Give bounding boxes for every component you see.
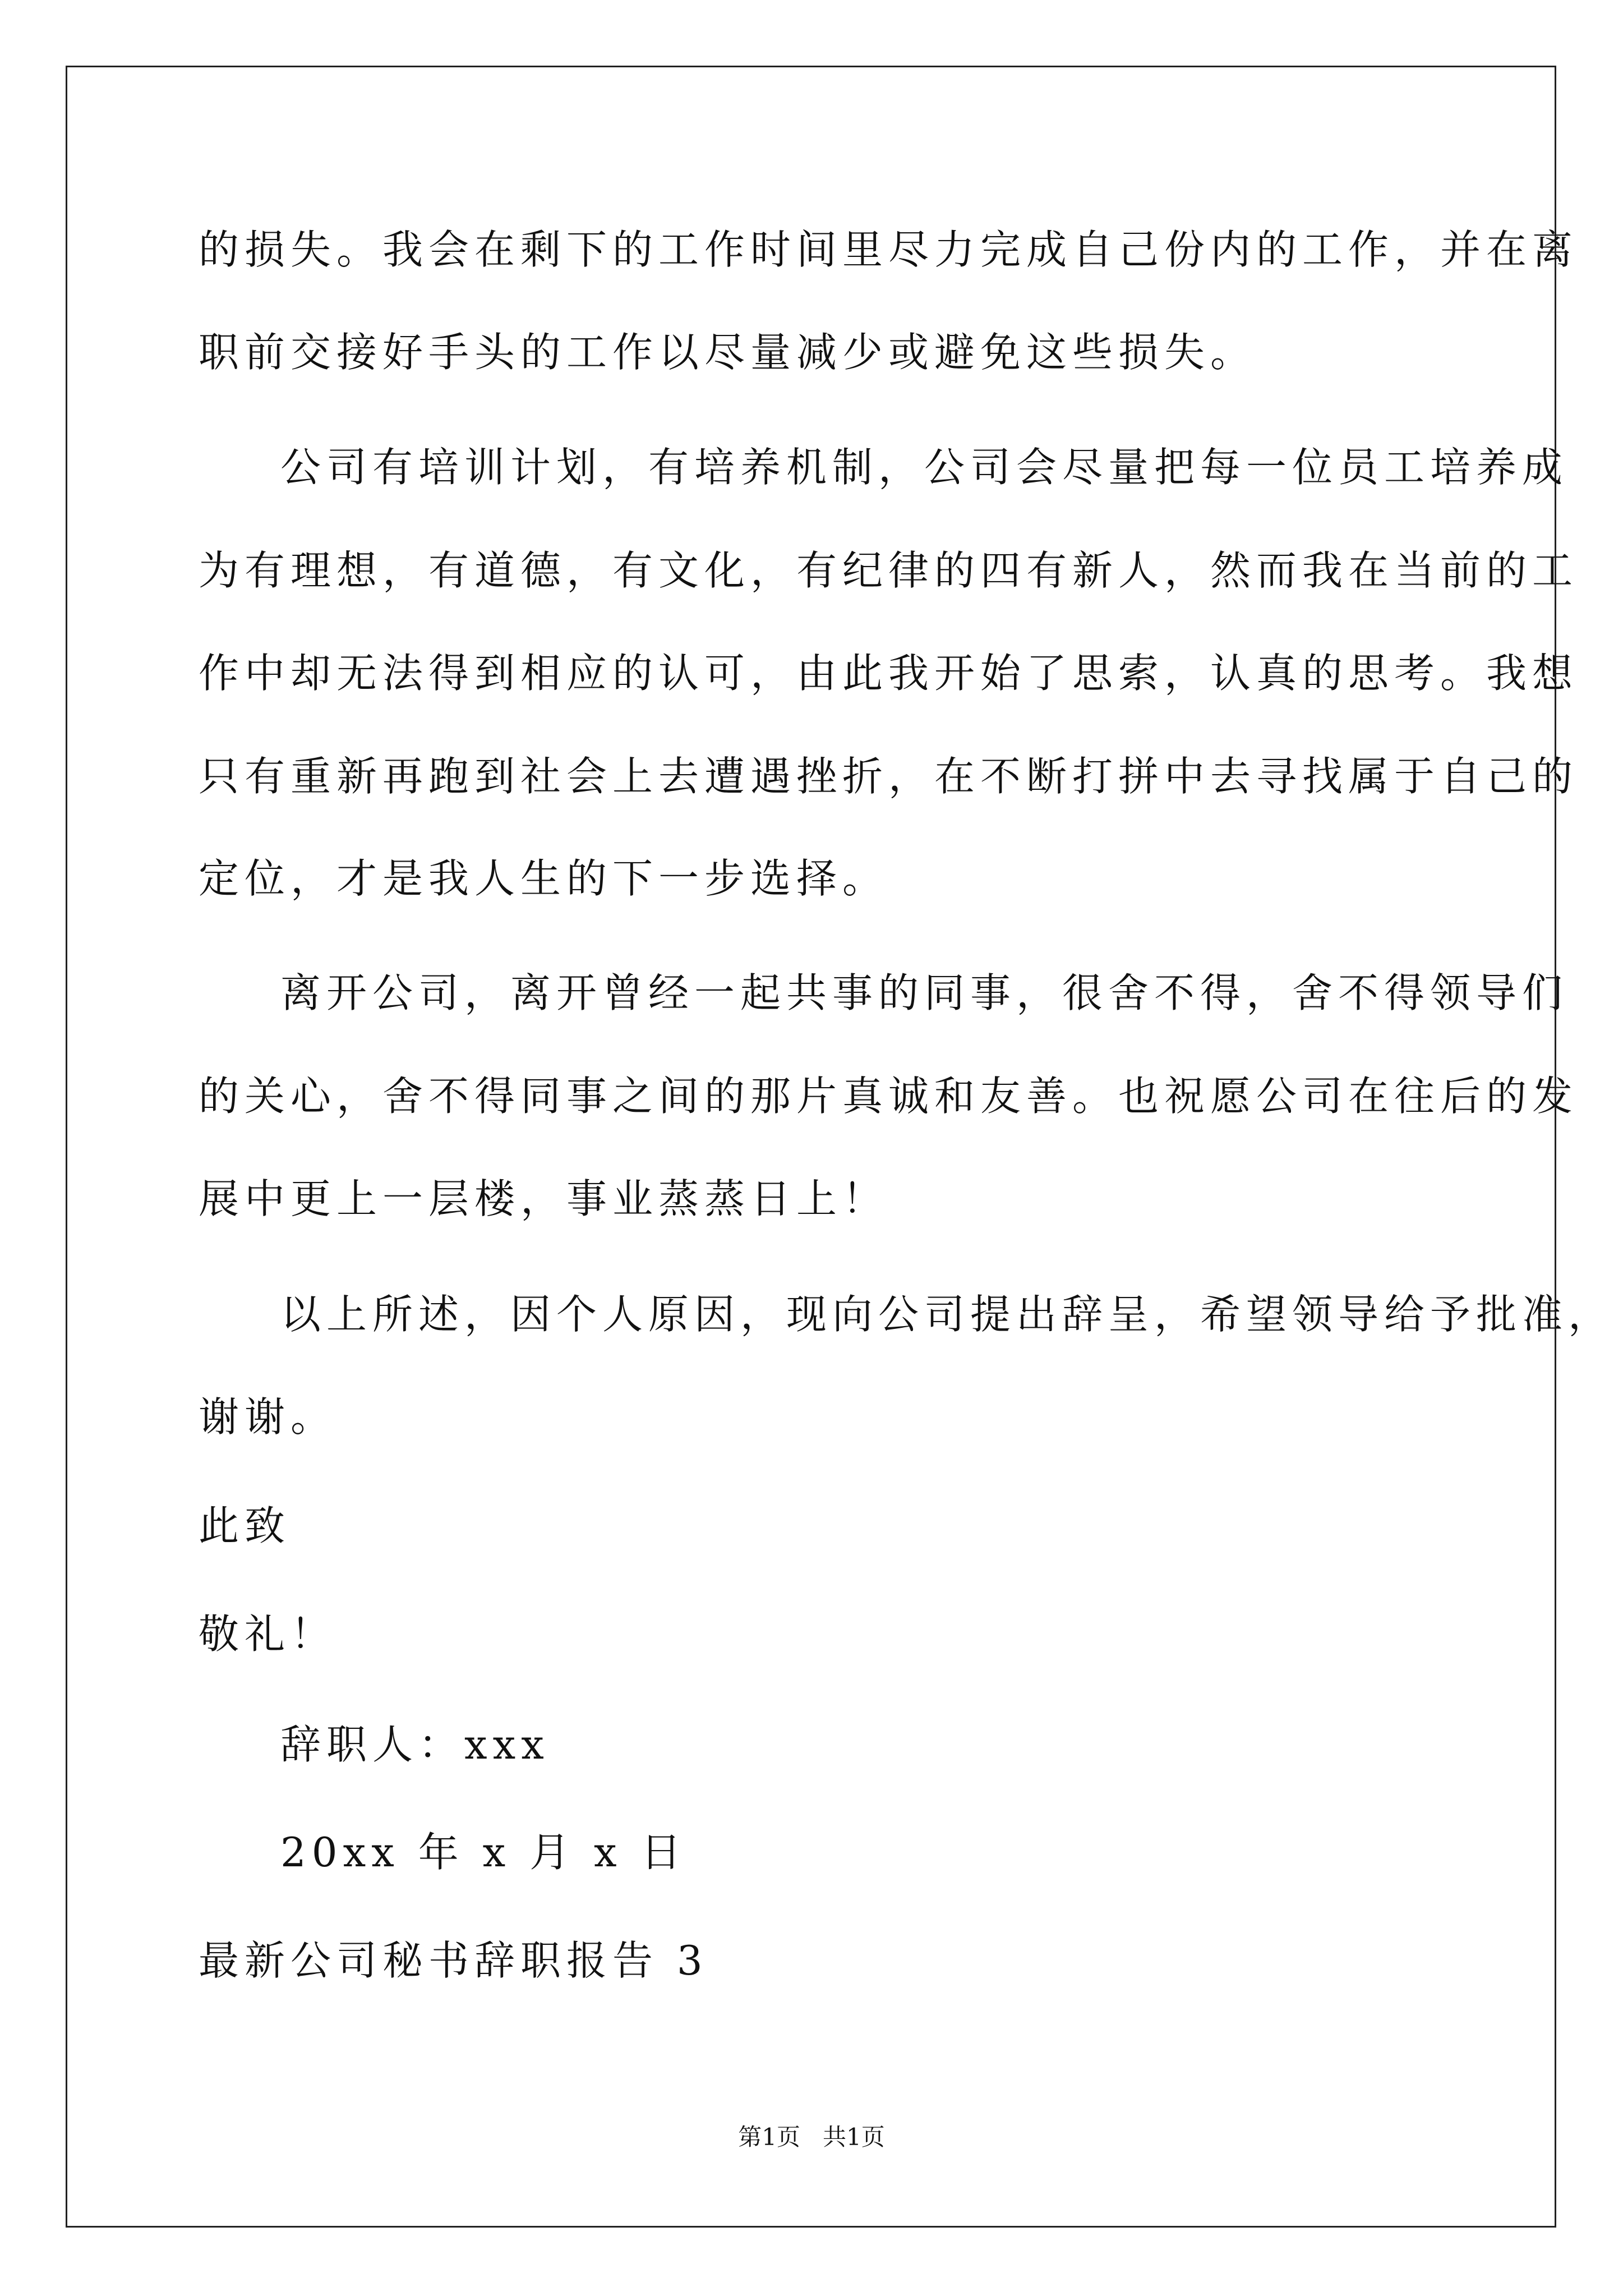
body-line-7: 定位，才是我人生的下一步选择。 — [199, 855, 889, 902]
paragraph-start-line: 以上所述，因个人原因，现向公司提出辞呈，希望领导给予批准， — [280, 1291, 1615, 1338]
body-line-1: 的损失。我会在剩下的工作时间里尽力完成自己份内的工作，并在离 — [199, 226, 1579, 273]
body-line-6: 只有重新再跑到社会上去遭遇挫折，在不断打拼中去寻找属于自己的 — [199, 753, 1579, 800]
body-line-2: 职前交接好手头的工作以尽量减少或避免这些损失。 — [199, 329, 1257, 376]
body-line-4: 为有理想，有道德，有文化，有纪律的四有新人，然而我在当前的工 — [199, 547, 1579, 594]
body-line-9: 的关心，舍不得同事之间的那片真诚和友善。也祝愿公司在往后的发 — [199, 1073, 1579, 1120]
paragraph-start-line: 离开公司，离开曾经一起共事的同事，很舍不得，舍不得领导们 — [280, 969, 1569, 1016]
closing-line: 敬礼！ — [199, 1611, 337, 1658]
body-line-12: 谢谢。 — [199, 1393, 337, 1441]
date-line: 20xx 年 x 月 x 日 — [280, 1829, 687, 1876]
page-footer: 第1页 共1页 — [738, 2123, 885, 2151]
page-border — [66, 66, 1556, 2228]
paragraph-start-line: 公司有培训计划，有培养机制，公司会尽量把每一位员工培养成 — [280, 444, 1569, 491]
body-line-5: 作中却无法得到相应的认可，由此我开始了思索，认真的思考。我想 — [199, 650, 1579, 697]
section-heading: 最新公司秘书辞职报告 3 — [199, 1937, 708, 1984]
salutation-line: 此致 — [199, 1502, 291, 1549]
body-line-10: 展中更上一层楼，事业蒸蒸日上！ — [199, 1175, 889, 1222]
signature-line: 辞职人：xxx — [280, 1721, 550, 1768]
